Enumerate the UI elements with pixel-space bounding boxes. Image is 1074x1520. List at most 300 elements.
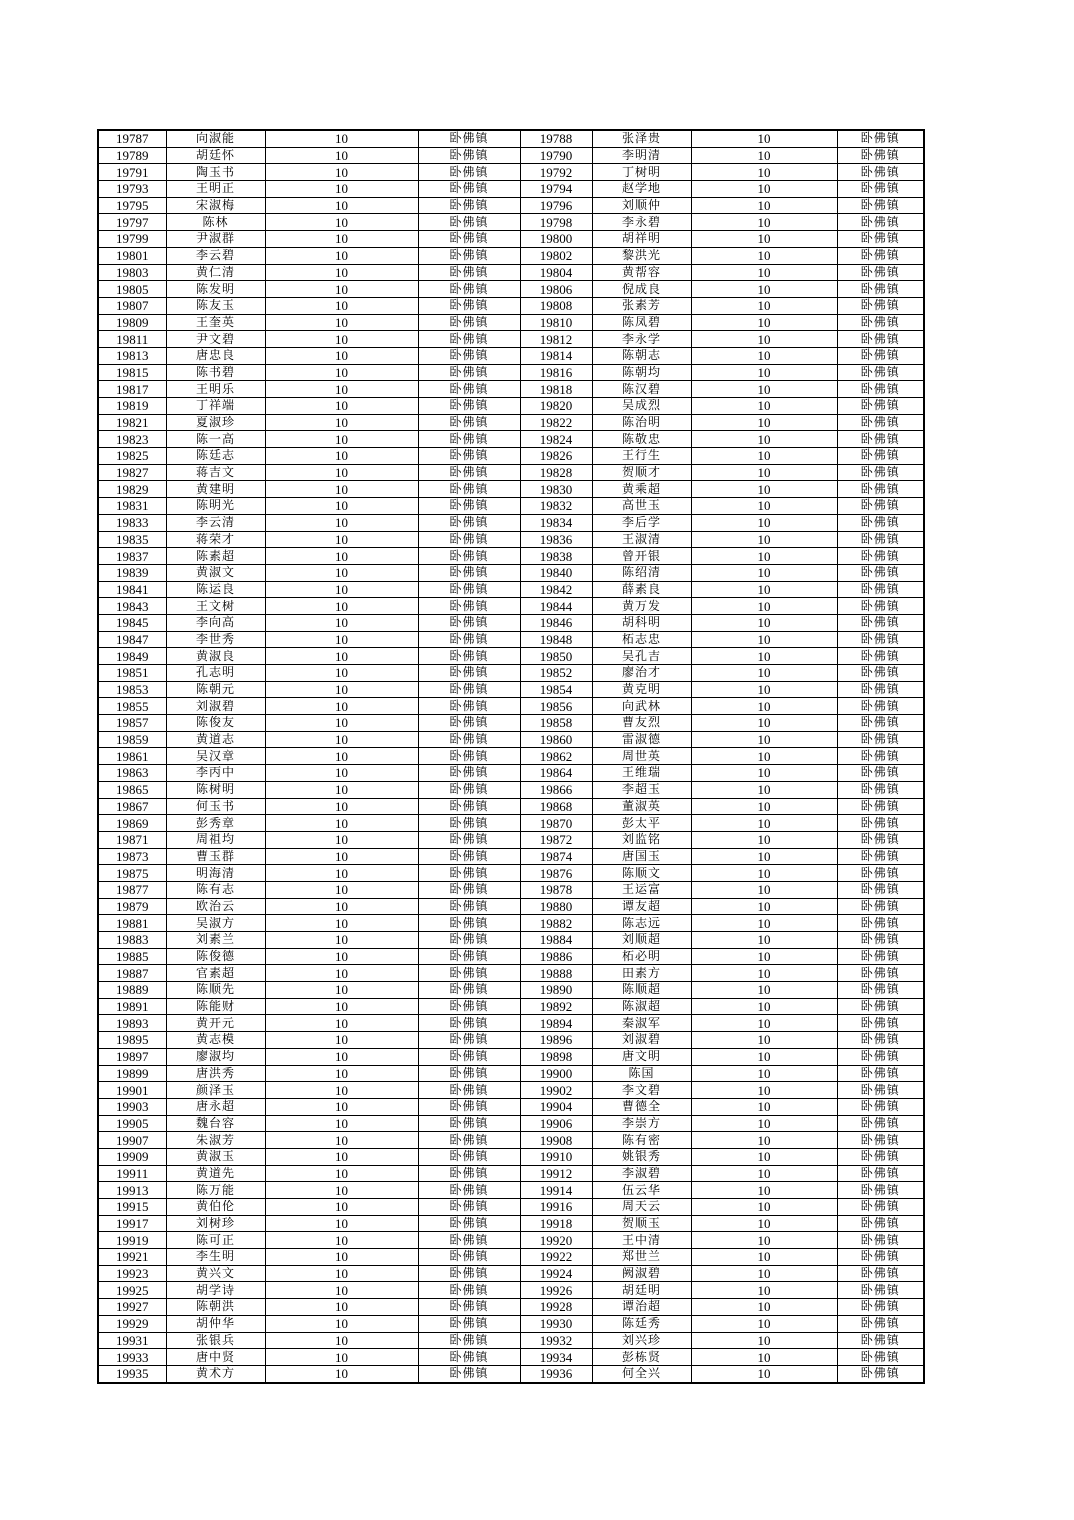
id-cell: 19899 [98, 1065, 166, 1082]
town-cell: 卧佛镇 [418, 398, 520, 415]
town-cell: 卧佛镇 [418, 331, 520, 348]
name-cell: 陈廷秀 [592, 1315, 691, 1332]
table-row [98, 681, 924, 698]
id-cell: 19862 [520, 748, 592, 765]
name-cell: 李超玉 [592, 781, 691, 798]
name-cell: 陈志远 [592, 915, 691, 932]
town-cell: 卧佛镇 [837, 1282, 924, 1299]
id-cell: 19794 [520, 181, 592, 198]
id-cell: 19813 [98, 347, 166, 364]
name-cell: 蒋荣才 [166, 531, 265, 548]
name-cell: 伍云华 [592, 1182, 691, 1199]
name-cell: 陈治明 [592, 414, 691, 431]
town-cell: 卧佛镇 [837, 564, 924, 581]
amount-cell: 10 [265, 965, 418, 982]
town-cell: 卧佛镇 [418, 1182, 520, 1199]
name-cell: 陈国 [592, 1065, 691, 1082]
table-row [98, 731, 924, 748]
name-cell: 魏台容 [166, 1115, 265, 1132]
table-row [98, 314, 924, 331]
name-cell: 欧治云 [166, 898, 265, 915]
name-cell: 孔志明 [166, 665, 265, 682]
table-row [98, 665, 924, 682]
id-cell: 19913 [98, 1182, 166, 1199]
amount-cell: 10 [265, 815, 418, 832]
town-cell: 卧佛镇 [837, 448, 924, 465]
town-cell: 卧佛镇 [837, 314, 924, 331]
town-cell: 卧佛镇 [418, 1165, 520, 1182]
amount-cell: 10 [265, 214, 418, 231]
name-cell: 吴孔吉 [592, 648, 691, 665]
amount-cell: 10 [265, 364, 418, 381]
roster-table [97, 129, 925, 1384]
name-cell: 唐永超 [166, 1098, 265, 1115]
name-cell: 谭治超 [592, 1299, 691, 1316]
town-cell: 卧佛镇 [418, 1065, 520, 1082]
town-cell: 卧佛镇 [837, 982, 924, 999]
town-cell: 卧佛镇 [418, 815, 520, 832]
amount-cell: 10 [265, 1048, 418, 1065]
town-cell: 卧佛镇 [418, 1199, 520, 1216]
amount-cell: 10 [265, 1215, 418, 1232]
table-row [98, 1148, 924, 1165]
amount-cell: 10 [265, 648, 418, 665]
town-cell: 卧佛镇 [837, 197, 924, 214]
amount-cell: 10 [691, 1299, 837, 1316]
name-cell: 李后学 [592, 514, 691, 531]
name-cell: 刘顺超 [592, 932, 691, 949]
amount-cell: 10 [265, 1349, 418, 1366]
id-cell: 19832 [520, 498, 592, 515]
name-cell: 黄建明 [166, 481, 265, 498]
town-cell: 卧佛镇 [837, 130, 924, 147]
amount-cell: 10 [691, 982, 837, 999]
table-row [98, 831, 924, 848]
town-cell: 卧佛镇 [418, 314, 520, 331]
name-cell: 宋淑梅 [166, 197, 265, 214]
town-cell: 卧佛镇 [837, 297, 924, 314]
name-cell: 胡仲华 [166, 1315, 265, 1332]
name-cell: 雷淑德 [592, 731, 691, 748]
name-cell: 曹德全 [592, 1098, 691, 1115]
town-cell: 卧佛镇 [418, 481, 520, 498]
town-cell: 卧佛镇 [837, 481, 924, 498]
town-cell: 卧佛镇 [837, 648, 924, 665]
town-cell: 卧佛镇 [418, 581, 520, 598]
table-row [98, 948, 924, 965]
name-cell: 王运富 [592, 881, 691, 898]
id-cell: 19858 [520, 715, 592, 732]
amount-cell: 10 [265, 1065, 418, 1082]
id-cell: 19851 [98, 665, 166, 682]
id-cell: 19890 [520, 982, 592, 999]
name-cell: 田素方 [592, 965, 691, 982]
id-cell: 19906 [520, 1115, 592, 1132]
town-cell: 卧佛镇 [837, 181, 924, 198]
town-cell: 卧佛镇 [837, 598, 924, 615]
amount-cell: 10 [691, 1315, 837, 1332]
town-cell: 卧佛镇 [418, 1015, 520, 1032]
town-cell: 卧佛镇 [837, 531, 924, 548]
table-row [98, 1249, 924, 1266]
name-cell: 薛素良 [592, 581, 691, 598]
name-cell: 李丙中 [166, 765, 265, 782]
amount-cell: 10 [691, 1249, 837, 1266]
id-cell: 19903 [98, 1098, 166, 1115]
amount-cell: 10 [691, 715, 837, 732]
table-body [98, 130, 924, 1383]
table-row [98, 765, 924, 782]
town-cell: 卧佛镇 [837, 231, 924, 248]
town-cell: 卧佛镇 [837, 715, 924, 732]
amount-cell: 10 [265, 1249, 418, 1266]
amount-cell: 10 [265, 848, 418, 865]
name-cell: 陈廷志 [166, 448, 265, 465]
id-cell: 19893 [98, 1015, 166, 1032]
amount-cell: 10 [691, 264, 837, 281]
amount-cell: 10 [691, 865, 837, 882]
amount-cell: 10 [691, 765, 837, 782]
town-cell: 卧佛镇 [837, 1082, 924, 1099]
amount-cell: 10 [265, 264, 418, 281]
id-cell: 19919 [98, 1232, 166, 1249]
amount-cell: 10 [691, 247, 837, 264]
town-cell: 卧佛镇 [837, 347, 924, 364]
town-cell: 卧佛镇 [418, 698, 520, 715]
name-cell: 尹文碧 [166, 331, 265, 348]
table-row [98, 214, 924, 231]
town-cell: 卧佛镇 [418, 1032, 520, 1049]
table-row [98, 181, 924, 198]
name-cell: 黄仁清 [166, 264, 265, 281]
amount-cell: 10 [265, 1148, 418, 1165]
id-cell: 19812 [520, 331, 592, 348]
id-cell: 19894 [520, 1015, 592, 1032]
town-cell: 卧佛镇 [418, 665, 520, 682]
amount-cell: 10 [691, 748, 837, 765]
name-cell: 陈发明 [166, 281, 265, 298]
id-cell: 19863 [98, 765, 166, 782]
amount-cell: 10 [691, 1199, 837, 1216]
town-cell: 卧佛镇 [837, 464, 924, 481]
amount-cell: 10 [265, 798, 418, 815]
name-cell: 李云碧 [166, 247, 265, 264]
name-cell: 黄万发 [592, 598, 691, 615]
name-cell: 刘树珍 [166, 1215, 265, 1232]
id-cell: 19797 [98, 214, 166, 231]
name-cell: 廖淑均 [166, 1048, 265, 1065]
town-cell: 卧佛镇 [837, 1165, 924, 1182]
amount-cell: 10 [265, 498, 418, 515]
town-cell: 卧佛镇 [418, 681, 520, 698]
name-cell: 王文树 [166, 598, 265, 615]
name-cell: 曹玉群 [166, 848, 265, 865]
amount-cell: 10 [691, 614, 837, 631]
name-cell: 黄乘超 [592, 481, 691, 498]
id-cell: 19873 [98, 848, 166, 865]
id-cell: 19826 [520, 448, 592, 465]
id-cell: 19901 [98, 1082, 166, 1099]
name-cell: 李崇方 [592, 1115, 691, 1132]
town-cell: 卧佛镇 [837, 247, 924, 264]
town-cell: 卧佛镇 [837, 381, 924, 398]
amount-cell: 10 [691, 815, 837, 832]
id-cell: 19918 [520, 1215, 592, 1232]
amount-cell: 10 [691, 231, 837, 248]
name-cell: 陶玉书 [166, 164, 265, 181]
amount-cell: 10 [265, 581, 418, 598]
name-cell: 唐忠良 [166, 347, 265, 364]
name-cell: 姚银秀 [592, 1148, 691, 1165]
table-row [98, 564, 924, 581]
name-cell: 官素超 [166, 965, 265, 982]
amount-cell: 10 [691, 932, 837, 949]
name-cell: 彭栋贤 [592, 1349, 691, 1366]
amount-cell: 10 [265, 247, 418, 264]
amount-cell: 10 [691, 698, 837, 715]
id-cell: 19912 [520, 1165, 592, 1182]
town-cell: 卧佛镇 [837, 731, 924, 748]
amount-cell: 10 [265, 1115, 418, 1132]
name-cell: 丁树明 [592, 164, 691, 181]
town-cell: 卧佛镇 [418, 130, 520, 147]
name-cell: 董淑英 [592, 798, 691, 815]
amount-cell: 10 [265, 831, 418, 848]
town-cell: 卧佛镇 [837, 631, 924, 648]
name-cell: 陈俊友 [166, 715, 265, 732]
id-cell: 19859 [98, 731, 166, 748]
amount-cell: 10 [691, 398, 837, 415]
amount-cell: 10 [691, 1098, 837, 1115]
name-cell: 周祖均 [166, 831, 265, 848]
id-cell: 19822 [520, 414, 592, 431]
id-cell: 19816 [520, 364, 592, 381]
id-cell: 19922 [520, 1249, 592, 1266]
id-cell: 19819 [98, 398, 166, 415]
id-cell: 19928 [520, 1299, 592, 1316]
amount-cell: 10 [265, 665, 418, 682]
table-row [98, 264, 924, 281]
name-cell: 王明乐 [166, 381, 265, 398]
town-cell: 卧佛镇 [837, 1199, 924, 1216]
id-cell: 19929 [98, 1315, 166, 1332]
table-row [98, 1115, 924, 1132]
amount-cell: 10 [691, 1065, 837, 1082]
name-cell: 黄淑玉 [166, 1148, 265, 1165]
table-row [98, 631, 924, 648]
town-cell: 卧佛镇 [837, 948, 924, 965]
town-cell: 卧佛镇 [418, 1115, 520, 1132]
town-cell: 卧佛镇 [418, 1148, 520, 1165]
amount-cell: 10 [265, 748, 418, 765]
town-cell: 卧佛镇 [418, 381, 520, 398]
amount-cell: 10 [691, 648, 837, 665]
amount-cell: 10 [265, 1082, 418, 1099]
id-cell: 19871 [98, 831, 166, 848]
name-cell: 胡廷怀 [166, 147, 265, 164]
id-cell: 19907 [98, 1132, 166, 1149]
town-cell: 卧佛镇 [418, 264, 520, 281]
id-cell: 19854 [520, 681, 592, 698]
amount-cell: 10 [265, 314, 418, 331]
amount-cell: 10 [265, 514, 418, 531]
town-cell: 卧佛镇 [418, 865, 520, 882]
name-cell: 向武林 [592, 698, 691, 715]
id-cell: 19857 [98, 715, 166, 732]
amount-cell: 10 [265, 331, 418, 348]
id-cell: 19883 [98, 932, 166, 949]
town-cell: 卧佛镇 [837, 848, 924, 865]
town-cell: 卧佛镇 [418, 297, 520, 314]
id-cell: 19810 [520, 314, 592, 331]
amount-cell: 10 [691, 564, 837, 581]
amount-cell: 10 [691, 147, 837, 164]
id-cell: 19898 [520, 1048, 592, 1065]
town-cell: 卧佛镇 [837, 1048, 924, 1065]
amount-cell: 10 [265, 598, 418, 615]
name-cell: 黄淑良 [166, 648, 265, 665]
table-row [98, 481, 924, 498]
id-cell: 19796 [520, 197, 592, 214]
name-cell: 丁祥端 [166, 398, 265, 415]
town-cell: 卧佛镇 [837, 1349, 924, 1366]
id-cell: 19930 [520, 1315, 592, 1332]
amount-cell: 10 [691, 881, 837, 898]
town-cell: 卧佛镇 [837, 865, 924, 882]
amount-cell: 10 [265, 1232, 418, 1249]
table-row [98, 548, 924, 565]
town-cell: 卧佛镇 [418, 598, 520, 615]
id-cell: 19932 [520, 1332, 592, 1349]
id-cell: 19861 [98, 748, 166, 765]
town-cell: 卧佛镇 [418, 932, 520, 949]
town-cell: 卧佛镇 [837, 915, 924, 932]
id-cell: 19803 [98, 264, 166, 281]
name-cell: 黄克明 [592, 681, 691, 698]
town-cell: 卧佛镇 [418, 1282, 520, 1299]
table-row [98, 881, 924, 898]
town-cell: 卧佛镇 [837, 214, 924, 231]
name-cell: 黄淑文 [166, 564, 265, 581]
id-cell: 19856 [520, 698, 592, 715]
amount-cell: 10 [265, 1132, 418, 1149]
table-row [98, 998, 924, 1015]
amount-cell: 10 [265, 614, 418, 631]
town-cell: 卧佛镇 [418, 564, 520, 581]
amount-cell: 10 [265, 998, 418, 1015]
table-row [98, 748, 924, 765]
name-cell: 曾开银 [592, 548, 691, 565]
town-cell: 卧佛镇 [837, 1232, 924, 1249]
id-cell: 19788 [520, 130, 592, 147]
amount-cell: 10 [691, 1215, 837, 1232]
amount-cell: 10 [691, 631, 837, 648]
town-cell: 卧佛镇 [837, 798, 924, 815]
name-cell: 张素芳 [592, 297, 691, 314]
town-cell: 卧佛镇 [837, 147, 924, 164]
id-cell: 19902 [520, 1082, 592, 1099]
name-cell: 唐国玉 [592, 848, 691, 865]
name-cell: 王行生 [592, 448, 691, 465]
name-cell: 阙淑碧 [592, 1265, 691, 1282]
id-cell: 19808 [520, 297, 592, 314]
table-row [98, 197, 924, 214]
amount-cell: 10 [265, 1032, 418, 1049]
town-cell: 卧佛镇 [418, 998, 520, 1015]
table-row [98, 1265, 924, 1282]
town-cell: 卧佛镇 [418, 1048, 520, 1065]
id-cell: 19802 [520, 247, 592, 264]
table-row [98, 381, 924, 398]
town-cell: 卧佛镇 [418, 915, 520, 932]
amount-cell: 10 [265, 1182, 418, 1199]
town-cell: 卧佛镇 [418, 347, 520, 364]
town-cell: 卧佛镇 [418, 881, 520, 898]
amount-cell: 10 [691, 1349, 837, 1366]
name-cell: 蒋吉文 [166, 464, 265, 481]
town-cell: 卧佛镇 [837, 1132, 924, 1149]
amount-cell: 10 [691, 1282, 837, 1299]
table-row [98, 1349, 924, 1366]
amount-cell: 10 [691, 414, 837, 431]
town-cell: 卧佛镇 [837, 1249, 924, 1266]
id-cell: 19814 [520, 347, 592, 364]
table-row [98, 1032, 924, 1049]
town-cell: 卧佛镇 [837, 831, 924, 848]
id-cell: 19837 [98, 548, 166, 565]
town-cell: 卧佛镇 [837, 498, 924, 515]
name-cell: 陈运良 [166, 581, 265, 598]
table-row [98, 1332, 924, 1349]
town-cell: 卧佛镇 [418, 1132, 520, 1149]
town-cell: 卧佛镇 [837, 765, 924, 782]
amount-cell: 10 [691, 781, 837, 798]
name-cell: 谭友超 [592, 898, 691, 915]
name-cell: 唐中贤 [166, 1349, 265, 1366]
town-cell: 卧佛镇 [418, 748, 520, 765]
town-cell: 卧佛镇 [418, 948, 520, 965]
id-cell: 19864 [520, 765, 592, 782]
amount-cell: 10 [265, 948, 418, 965]
amount-cell: 10 [691, 347, 837, 364]
amount-cell: 10 [265, 130, 418, 147]
id-cell: 19821 [98, 414, 166, 431]
table-row [98, 965, 924, 982]
town-cell: 卧佛镇 [418, 281, 520, 298]
id-cell: 19878 [520, 881, 592, 898]
name-cell: 吴成烈 [592, 398, 691, 415]
amount-cell: 10 [691, 448, 837, 465]
id-cell: 19840 [520, 564, 592, 581]
amount-cell: 10 [265, 1282, 418, 1299]
amount-cell: 10 [691, 1165, 837, 1182]
town-cell: 卧佛镇 [418, 614, 520, 631]
amount-cell: 10 [265, 181, 418, 198]
name-cell: 张泽贵 [592, 130, 691, 147]
name-cell: 柘志忠 [592, 631, 691, 648]
town-cell: 卧佛镇 [418, 765, 520, 782]
table-row [98, 865, 924, 882]
id-cell: 19867 [98, 798, 166, 815]
amount-cell: 10 [691, 514, 837, 531]
town-cell: 卧佛镇 [837, 881, 924, 898]
town-cell: 卧佛镇 [837, 1365, 924, 1382]
id-cell: 19884 [520, 932, 592, 949]
table-row [98, 1065, 924, 1082]
name-cell: 高世玉 [592, 498, 691, 515]
town-cell: 卧佛镇 [418, 448, 520, 465]
town-cell: 卧佛镇 [837, 414, 924, 431]
